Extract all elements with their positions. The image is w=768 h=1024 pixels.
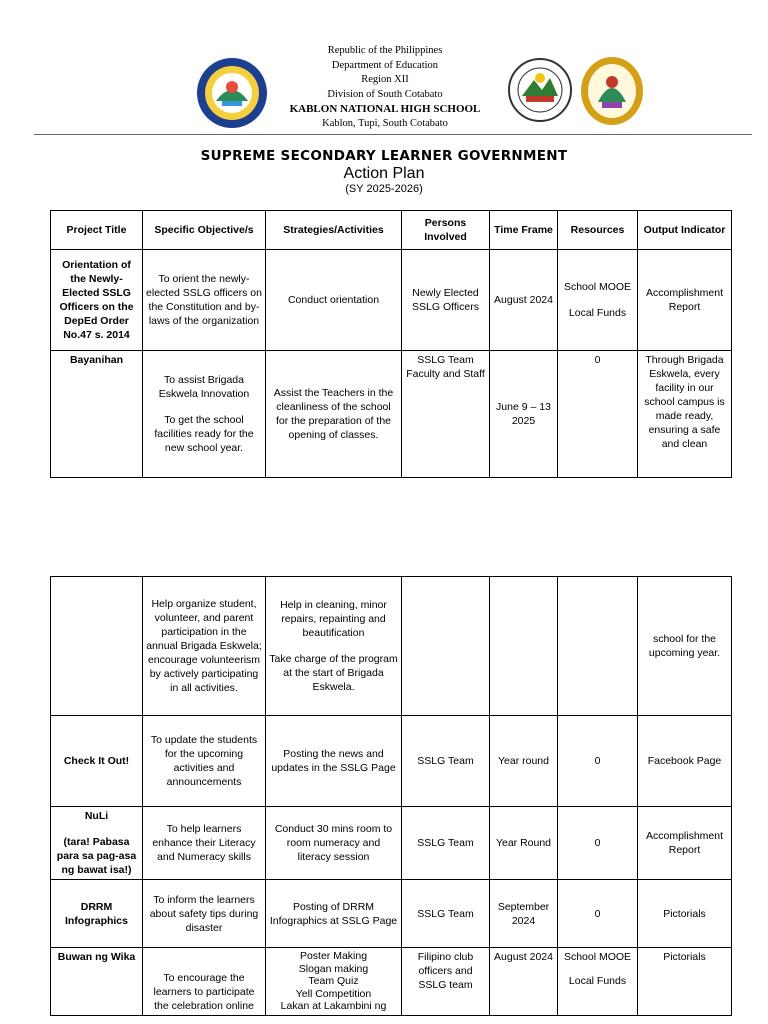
objective-cell: To encourage the learners to participate the celebration online (143, 948, 266, 1016)
objective-cell (143, 351, 266, 478)
project-subtitle: (tara! Pabasa para sa pag-asa ng bawat isa!) (56, 836, 137, 876)
project-title-cell (51, 577, 143, 716)
output-cell: Facebook Page (638, 716, 732, 807)
output-cell: Pictorials (638, 948, 732, 1016)
time-frame-cell: August 2024 (490, 250, 558, 351)
document-title-block (0, 148, 768, 196)
persons-cell: Newly Elected SSLG Officers (402, 250, 490, 351)
column-header: Time Frame (490, 211, 558, 250)
resources-cell (558, 250, 638, 351)
letterhead-text (270, 44, 500, 132)
objective-item: To assist Brigada Eskwela Innovation (158, 374, 250, 400)
project-title-cell: Orientation of the Newly-Elected SSLG Officers on the DepEd Order No.47 s. 2014 (51, 250, 143, 351)
table-row (51, 351, 732, 478)
project-title-cell: DRRM Infographics (51, 880, 143, 948)
resource-item: Local Funds (568, 307, 627, 319)
persons-cell (402, 577, 490, 716)
school-name: KABLON NATIONAL HIGH SCHOOL (289, 103, 481, 116)
strategy-item: Slogan making (298, 962, 369, 975)
strategy-item: Team Quiz (308, 975, 359, 987)
resources-cell (558, 948, 638, 1016)
output-cell: Through Brigada Eskwela, every facility in our school campus is made ready, ensuring a safe and clean (638, 351, 732, 478)
time-frame-cell: June 9 – 13 2025 (490, 351, 558, 478)
project-title-cell: Bayanihan (51, 351, 143, 478)
time-frame-cell (490, 577, 558, 716)
table-row (51, 948, 732, 1016)
objective-cell: To orient the newly-elected SSLG officers on the Constitution and by-laws of the organization (143, 250, 266, 351)
column-header: Output Indicator (638, 211, 732, 250)
letterhead-line-4: Division of South Cotabato (327, 88, 443, 100)
school-year: (SY 2025-2026) (345, 183, 423, 195)
document-subtitle: Action Plan (343, 165, 425, 182)
division-seal-icon (196, 57, 268, 129)
table-row (51, 807, 732, 880)
objective-item: To get the school facilities ready for the new school year. (154, 414, 254, 454)
table-row (51, 716, 732, 807)
letterhead-line-1: Republic of the Philippines (327, 45, 443, 56)
strategies-cell: Assist the Teachers in the cleanliness of the school for the preparation of the opening of classes. (266, 351, 402, 478)
time-frame-cell: August 2024 (490, 948, 558, 1016)
persons-cell: SSLG Team (402, 880, 490, 948)
school-seal-icon (508, 58, 572, 122)
letterhead-line-3: Region XII (361, 74, 409, 86)
time-frame-cell: Year Round (490, 807, 558, 880)
school-address: Kablon, Tupi, South Cotabato (322, 117, 448, 129)
strategies-cell: Conduct orientation (266, 250, 402, 351)
persons-cell: Filipino club officers and SSLG team (402, 948, 490, 1016)
sslg-seal-icon (580, 56, 644, 126)
time-frame-cell: Year round (490, 716, 558, 807)
strategy-item: Lakan at Lakambini ng (280, 1000, 387, 1012)
header-divider (34, 134, 752, 135)
output-cell: Accomplishment Report (638, 807, 732, 880)
strategy-item: Take charge of the program at the start of Brigada Eskwela. (269, 653, 398, 693)
objective-cell: To help learners enhance their Literacy and Numeracy skills (143, 807, 266, 880)
strategies-cell (266, 577, 402, 716)
column-header: Specific Objective/s (143, 211, 266, 250)
column-header: Strategies/Activities (266, 211, 402, 250)
document-title: SUPREME SECONDARY LEARNER GOVERNMENT (200, 148, 568, 164)
strategies-cell: Posting of DRRM Infographics at SSLG Page (266, 880, 402, 948)
resource-item: Local Funds (568, 975, 627, 987)
column-header: Project Title (51, 211, 143, 250)
strategies-cell: Conduct 30 mins room to room numeracy and literacy session (266, 807, 402, 880)
output-cell: school for the upcoming year. (638, 577, 732, 716)
action-plan-table-page-2 (50, 576, 732, 1016)
project-title-cell (51, 807, 143, 880)
strategy-item: Poster Making (299, 950, 368, 962)
strategy-item: Help in cleaning, minor repairs, repainting and beautification (280, 599, 387, 639)
resource-item: School MOOE (563, 281, 632, 293)
table-row (51, 250, 732, 351)
resource-item: School MOOE (563, 951, 632, 963)
action-plan-table-page-1 (50, 210, 732, 478)
column-header: Persons Involved (402, 211, 490, 250)
project-title-cell: Check It Out! (51, 716, 143, 807)
strategies-cell (266, 948, 402, 1016)
project-title-cell: Buwan ng Wika (51, 948, 143, 1016)
letterhead-line-2: Department of Education (331, 59, 439, 71)
persons-cell: SSLG Team (402, 716, 490, 807)
output-cell: Pictorials (638, 880, 732, 948)
project-title: NuLi (84, 810, 109, 822)
resources-cell: 0 (558, 880, 638, 948)
persons-cell: SSLG Team (402, 807, 490, 880)
resources-cell: 0 (558, 716, 638, 807)
letterhead (0, 44, 768, 134)
strategy-item: Yell Competition (295, 987, 372, 1000)
table-row (51, 577, 732, 716)
resources-cell: 0 (558, 807, 638, 880)
objective-cell: Help organize student, volunteer, and parent participation in the annual Brigada Eskwela; encourage volunteerism by actively participating in all activities. (143, 577, 266, 716)
strategies-cell: Posting the news and updates in the SSLG Page (266, 716, 402, 807)
objective-cell: To inform the learners about safety tips during disaster (143, 880, 266, 948)
table-row (51, 880, 732, 948)
time-frame-cell: September 2024 (490, 880, 558, 948)
output-cell: Accomplishment Report (638, 250, 732, 351)
objective-cell: To update the students for the upcoming activities and announcements (143, 716, 266, 807)
resources-cell (558, 577, 638, 716)
table-header-row (51, 211, 732, 250)
resources-cell: 0 (558, 351, 638, 478)
persons-cell: SSLG Team Faculty and Staff (402, 351, 490, 478)
column-header: Resources (558, 211, 638, 250)
